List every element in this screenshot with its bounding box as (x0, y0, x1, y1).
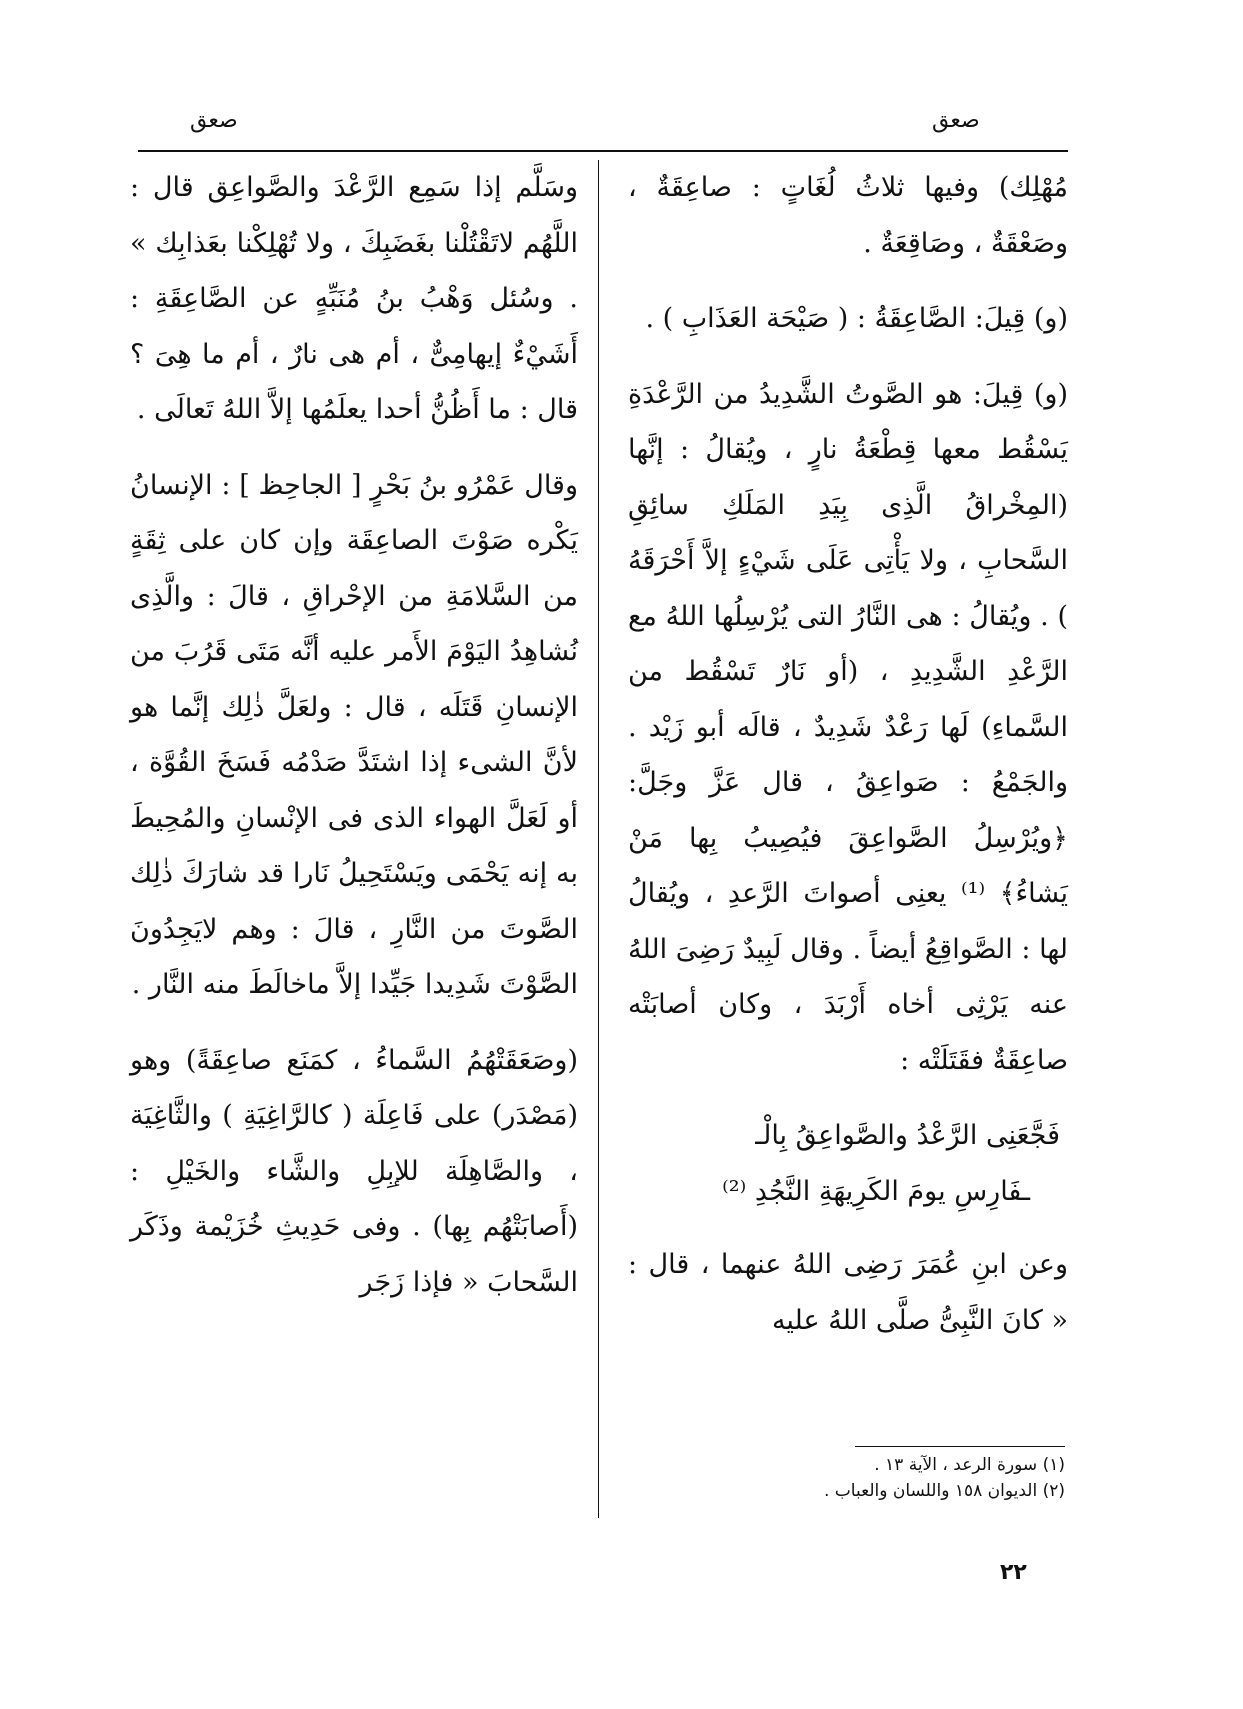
right-paragraph-3: (و) قِيلَ: هو الصَّوتُ الشَّدِيدُ من الرَّعْدَةِ يَسْقُط معها قِطْعَةُ نارٍ ، ويُقالُ : إنَّها (المِخْراقُ الَّذِى بِيَدِ المَلَكِ سائِقِ السَّحابِ ، ولا يَأْتِى عَلَى شَيْءٍ إلاَّ أَحْرَقَهُ ) . ويُقالُ : هى النَّارُ التى يُرْسِلُها اللهُ مع الرَّعْدِ الشَّدِيدِ ، (أو نَارٌ تَسْقُط من السَّماءِ) لَها رَعْدٌ شَدِيدٌ ، قالَه أبو زَيْد . والجَمْعُ : صَواعِقُ ، قال عَزَّ وجَلَّ: ﴿ويُرْسِلُ الصَّواعِقَ فيُصِيبُ بِها مَنْ يَشاءُ﴾ ⁽¹⁾ يعنِى أصواتَ الرَّعدِ ، ويُقالُ لها : الصَّواقِعُ أيضاً . وقال لَبِيدٌ رَضِىَ اللهُ عنه يَرْثِى أخاه أَرْبَدَ ، وكان أصابَتْه صاعِقَةٌ فقَتَلَتْه : (628, 378, 1068, 1076)
footnote-rule (855, 1446, 1065, 1447)
left-paragraph-1: وسَلَّم إذا سَمِع الرَّعْدَ والصَّواعِق قال : اللَّهُم لاتَقْتُلْنا بغَضَبِكَ ، ولا تُهْلِكْنا بعَذابِك » . وسُئل وَهْبُ بنُ مُنَبِّهٍ عن الصَّاعِقَةِ : أَشَيْءٌ إيهامِىٌّ ، أم هى نارٌ ، أم ما هِىَ ؟ قال : ما أَظُنُّ أحدا يعلَمُها إلاَّ اللهُ تَعالَى . (130, 172, 578, 425)
right-paragraph-1: مُهْلِك) وفيها ثلاثُ لُغَاتٍ : صاعِقَةٌ ، وصَعْقَةٌ ، وصَاقِعَةٌ . (628, 172, 1068, 259)
right-paragraph-4: وعن ابنِ عُمَرَ رَضِى اللهُ عنهما ، قال : « كانَ النَّبِىُّ صلَّى اللهُ عليه (628, 1249, 1068, 1336)
footnote-2: (٢) الديوان ١٥٨ واللسان والعباب . (824, 1481, 1065, 1501)
footnote-1: (١) سورة الرعد ، الآية ١٣ . (874, 1455, 1065, 1475)
left-paragraph-3: (وصَعَقَتْهُمُ السَّماءُ ، كمَنَع صاعِقَةً) وهو (مَصْدَر) على فَاعِلَة ( كالرَّاغِيَةِ ) والثَّاغِيَة ، والصَّاهِلَة للإبِلِ والشَّاء والخَيْلِ : (أَصابَتْهُم بِها) . وفى حَدِيثِ خُزَيْمة وذَكَر السَّحابَ « فإذا زَجَر (130, 1044, 578, 1298)
header-keyword-right: صعق (932, 108, 980, 133)
right-column (628, 160, 1068, 1368)
footnotes (760, 1452, 1065, 1504)
header-keyword-left: صعق (190, 108, 238, 133)
verse-line-1: فَجَّعَنِى الرَّعْدُ والصَّواعِقُ بِالْـ (755, 1120, 1060, 1151)
verse-line-2: ـفَارِسِ يومَ الكَرِيهَةِ النَّجُدِ ⁽²⁾ (722, 1175, 1030, 1207)
left-column (130, 160, 578, 1330)
left-paragraph-2: وقال عَمْرُو بنُ بَحْرٍ [ الجاحِظ ] : الإنسانُ يَكْره صَوْتَ الصاعِقَة وإن كان على ثِقَةٍ من السَّلامَةِ من الإحْراقِ ، قالَ : والَّذِى نُشاهِدُ اليَوْمَ الأَمر عليه أنَّه مَتَى قَرُبَ من الإنسانِ قَتَلَه ، قال : ولعَلَّ ذٰلِك إنَّما هو لأنَّ الشىء إذا اشتَدَّ صَدْمُه فَسَخَ القُوَّة ، أو لَعَلَّ الهواء الذى فى الإنْسانِ والمُحِيطَ به إنه يَحْمَى ويَسْتَحِيلُ نَارا قد شارَكَ ذٰلِك الصَّوتَ من النَّارِ ، قالَ : وهم لايَجِدُونَ الصَّوْتَ شَدِيدا جَيِّدا إلاَّ ماخالَطَ منه النَّار . (130, 469, 578, 1000)
right-paragraph-2: (و) قِيلَ: الصَّاعِقَةُ : ( صَيْحَة العَذَابِ ) . (645, 303, 1068, 334)
column-divider (598, 160, 599, 1518)
poem-verse (628, 1108, 1068, 1219)
header-rule (138, 150, 1068, 152)
page-number: ٢٢ (1000, 1560, 1027, 1585)
